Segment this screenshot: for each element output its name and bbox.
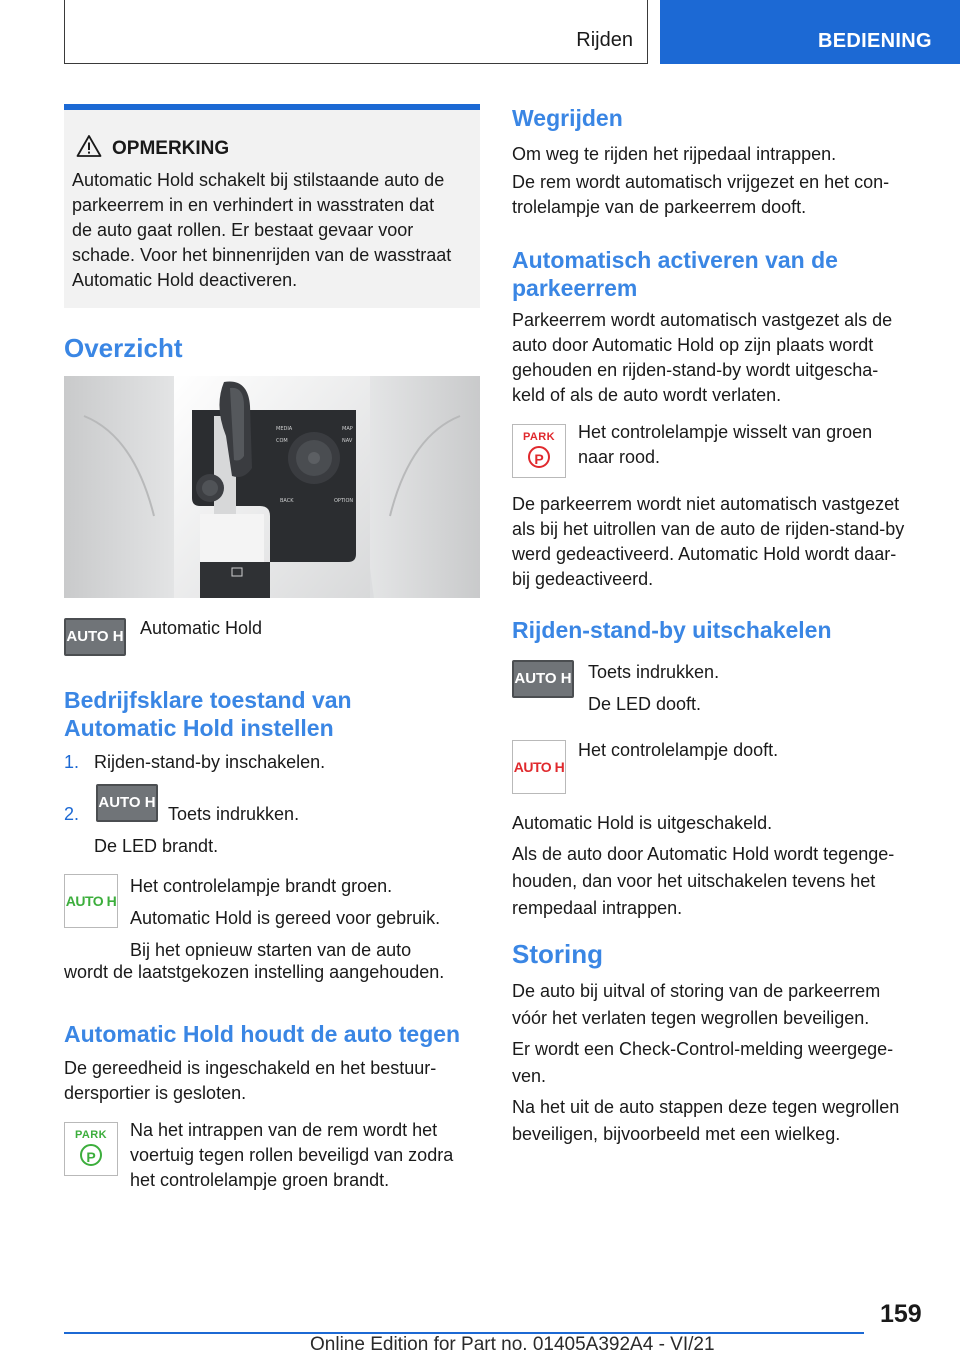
- heading-line: Bedrijfsklare toestand van: [64, 687, 352, 713]
- heading-line: Automatisch activeren van de: [512, 247, 838, 273]
- text-line: ven.: [512, 1066, 547, 1086]
- led-text: De LED brandt.: [94, 836, 219, 856]
- center-console-photo: [64, 376, 480, 598]
- paragraph: [512, 810, 894, 922]
- warning-line: parkeerrem in en verhindert in wasstraten dat: [72, 195, 435, 215]
- heading-bedrijfsklare-toestand: [64, 686, 352, 742]
- heading-automatic-hold-houdt: Automatic Hold houdt de auto tegen: [64, 1021, 461, 1047]
- text-line: vóór het verlaten tegen wegrollen beveiligen.: [512, 1008, 870, 1028]
- text-line: De auto bij uitval of storing van de parkeerrem: [512, 981, 881, 1001]
- text-line: Als de auto door Automatic Hold wordt tegenge-: [512, 844, 895, 864]
- warning-box: [64, 104, 480, 308]
- header-section-title: Rijden: [576, 29, 633, 51]
- auto-h-indicator-green-icon: AUTO H: [64, 874, 118, 928]
- heading-line: parkeerrem: [512, 275, 638, 301]
- park-indicator-green-icon: [64, 1122, 118, 1176]
- paragraph: [512, 140, 889, 221]
- paragraph: [64, 1056, 436, 1106]
- warning-triangle-icon: [76, 134, 102, 158]
- console-label-nav: NAV: [342, 438, 353, 444]
- step-text: Rijden-stand-by inschakelen.: [94, 752, 326, 772]
- paragraph: [512, 978, 899, 1148]
- text-line: auto door Automatic Hold op zijn plaats wordt: [512, 335, 874, 355]
- heading-automatisch-activeren: [512, 246, 838, 302]
- text-line: De rem wordt automatisch vrijgezet en het con-: [512, 172, 890, 192]
- step-number: 1.: [64, 752, 80, 772]
- text-line: keld of als de auto wordt verlaten.: [512, 385, 782, 405]
- text-line: De LED dooft.: [588, 694, 702, 714]
- indicator-description: [130, 870, 440, 966]
- text-line: bij gedeactiveerd.: [512, 569, 654, 589]
- text-line: als bij het uitrollen van de auto de rijden-stand-by: [512, 519, 905, 539]
- text-line: werd gedeactiveerd. Automatic Hold wordt daar-: [512, 544, 897, 564]
- park-p-symbol: P: [80, 1144, 102, 1166]
- indicator-description: [578, 420, 872, 470]
- park-label: PARK: [75, 1129, 107, 1141]
- text-line: Het controlelampje wisselt van groen: [578, 422, 873, 442]
- paragraph: [512, 492, 904, 592]
- park-indicator-red-icon: [512, 424, 566, 478]
- paragraph: [512, 308, 892, 408]
- heading-storing: Storing: [512, 939, 603, 969]
- step-text: Toets indrukken.: [168, 804, 300, 824]
- warning-title: OPMERKING: [112, 138, 230, 159]
- auto-h-button-icon: AUTO H: [64, 618, 126, 656]
- header-chapter-tab: [660, 0, 960, 64]
- auto-h-indicator-red-icon: AUTO H: [512, 740, 566, 794]
- text-line: wordt de laatstgekozen instelling aangehouden.: [64, 962, 445, 982]
- text-line: naar rood.: [578, 447, 661, 467]
- header-section-box: [64, 0, 648, 64]
- text-line: Het controlelampje brandt groen.: [130, 876, 393, 896]
- indicator-description: Het controlelampje dooft.: [578, 740, 779, 760]
- text-line: Bij het opnieuw starten van de auto: [130, 940, 412, 960]
- warning-line: schade. Voor het binnenrijden van de wasstraat: [72, 245, 452, 265]
- text-line: houden, dan voor het uitschakelen tevens het: [512, 871, 876, 891]
- caption-automatic-hold: Automatic Hold: [140, 618, 263, 638]
- text-line: De parkeerrem wordt niet automatisch vastgezet: [512, 494, 900, 514]
- warning-text: [72, 168, 474, 293]
- heading-rijden-stand-by-uitschakelen: Rijden-stand-by uitschakelen: [512, 617, 832, 643]
- heading-overzicht: Overzicht: [64, 333, 183, 363]
- text-line: voertuig tegen rollen beveiligd van zodra: [130, 1145, 454, 1165]
- text-line: Automatic Hold is uitgeschakeld.: [512, 813, 773, 833]
- text-line: De gereedheid is ingeschakeld en het bestuur-: [64, 1058, 437, 1078]
- text-line: gehouden en rijden-stand-by wordt uitgescha-: [512, 360, 879, 380]
- indicator-description: [130, 1118, 453, 1193]
- warning-line: de auto gaat rollen. Er bestaat gevaar voor: [72, 220, 414, 240]
- text-line: dersportier is gesloten.: [64, 1083, 247, 1103]
- text-line: trolelampje van de parkeerrem dooft.: [512, 197, 807, 217]
- text-line: Automatic Hold is gereed voor gebruik.: [130, 908, 441, 928]
- page-number: 159: [880, 1300, 922, 1328]
- header-chapter-title: BEDIENING: [818, 30, 932, 52]
- console-label-back: BACK: [280, 498, 294, 504]
- text-line: Na het intrappen van de rem wordt het: [130, 1120, 438, 1140]
- console-label-com: COM: [276, 438, 288, 444]
- center-console-illustration: [64, 376, 480, 598]
- text-line: Na het uit de auto stappen deze tegen wegrollen: [512, 1097, 900, 1117]
- paragraph: [588, 656, 719, 720]
- auto-h-button-icon: AUTO H: [512, 660, 574, 698]
- console-label-option: OPTION: [334, 498, 354, 504]
- warning-line: Automatic Hold schakelt bij stilstaande auto de: [72, 170, 445, 190]
- text-line: Er wordt een Check-Control-melding weergege-: [512, 1039, 894, 1059]
- text-line: rempedaal intrappen.: [512, 898, 683, 918]
- park-p-symbol: P: [528, 446, 550, 468]
- heading-wegrijden: Wegrijden: [512, 105, 623, 131]
- console-label-map: MAP: [342, 426, 353, 432]
- text-line: Parkeerrem wordt automatisch vastgezet als de: [512, 310, 893, 330]
- text-line: Om weg te rijden het rijpedaal intrappen.: [512, 144, 837, 164]
- step-number: 2.: [64, 804, 80, 824]
- park-label: PARK: [523, 431, 555, 443]
- warning-line: Automatic Hold deactiveren.: [72, 270, 298, 290]
- auto-h-button-icon: AUTO H: [96, 784, 158, 822]
- text-line: het controlelampje groen brandt.: [130, 1170, 390, 1190]
- text-line: beveiligen, bijvoorbeeld met een wielkeg.: [512, 1124, 841, 1144]
- heading-line: Automatic Hold instellen: [64, 715, 334, 741]
- footer-edition: Online Edition for Part no. 01405A392A4 - VI/21: [310, 1334, 715, 1355]
- console-label-media: MEDIA: [276, 426, 293, 432]
- text-line: Toets indrukken.: [588, 662, 720, 682]
